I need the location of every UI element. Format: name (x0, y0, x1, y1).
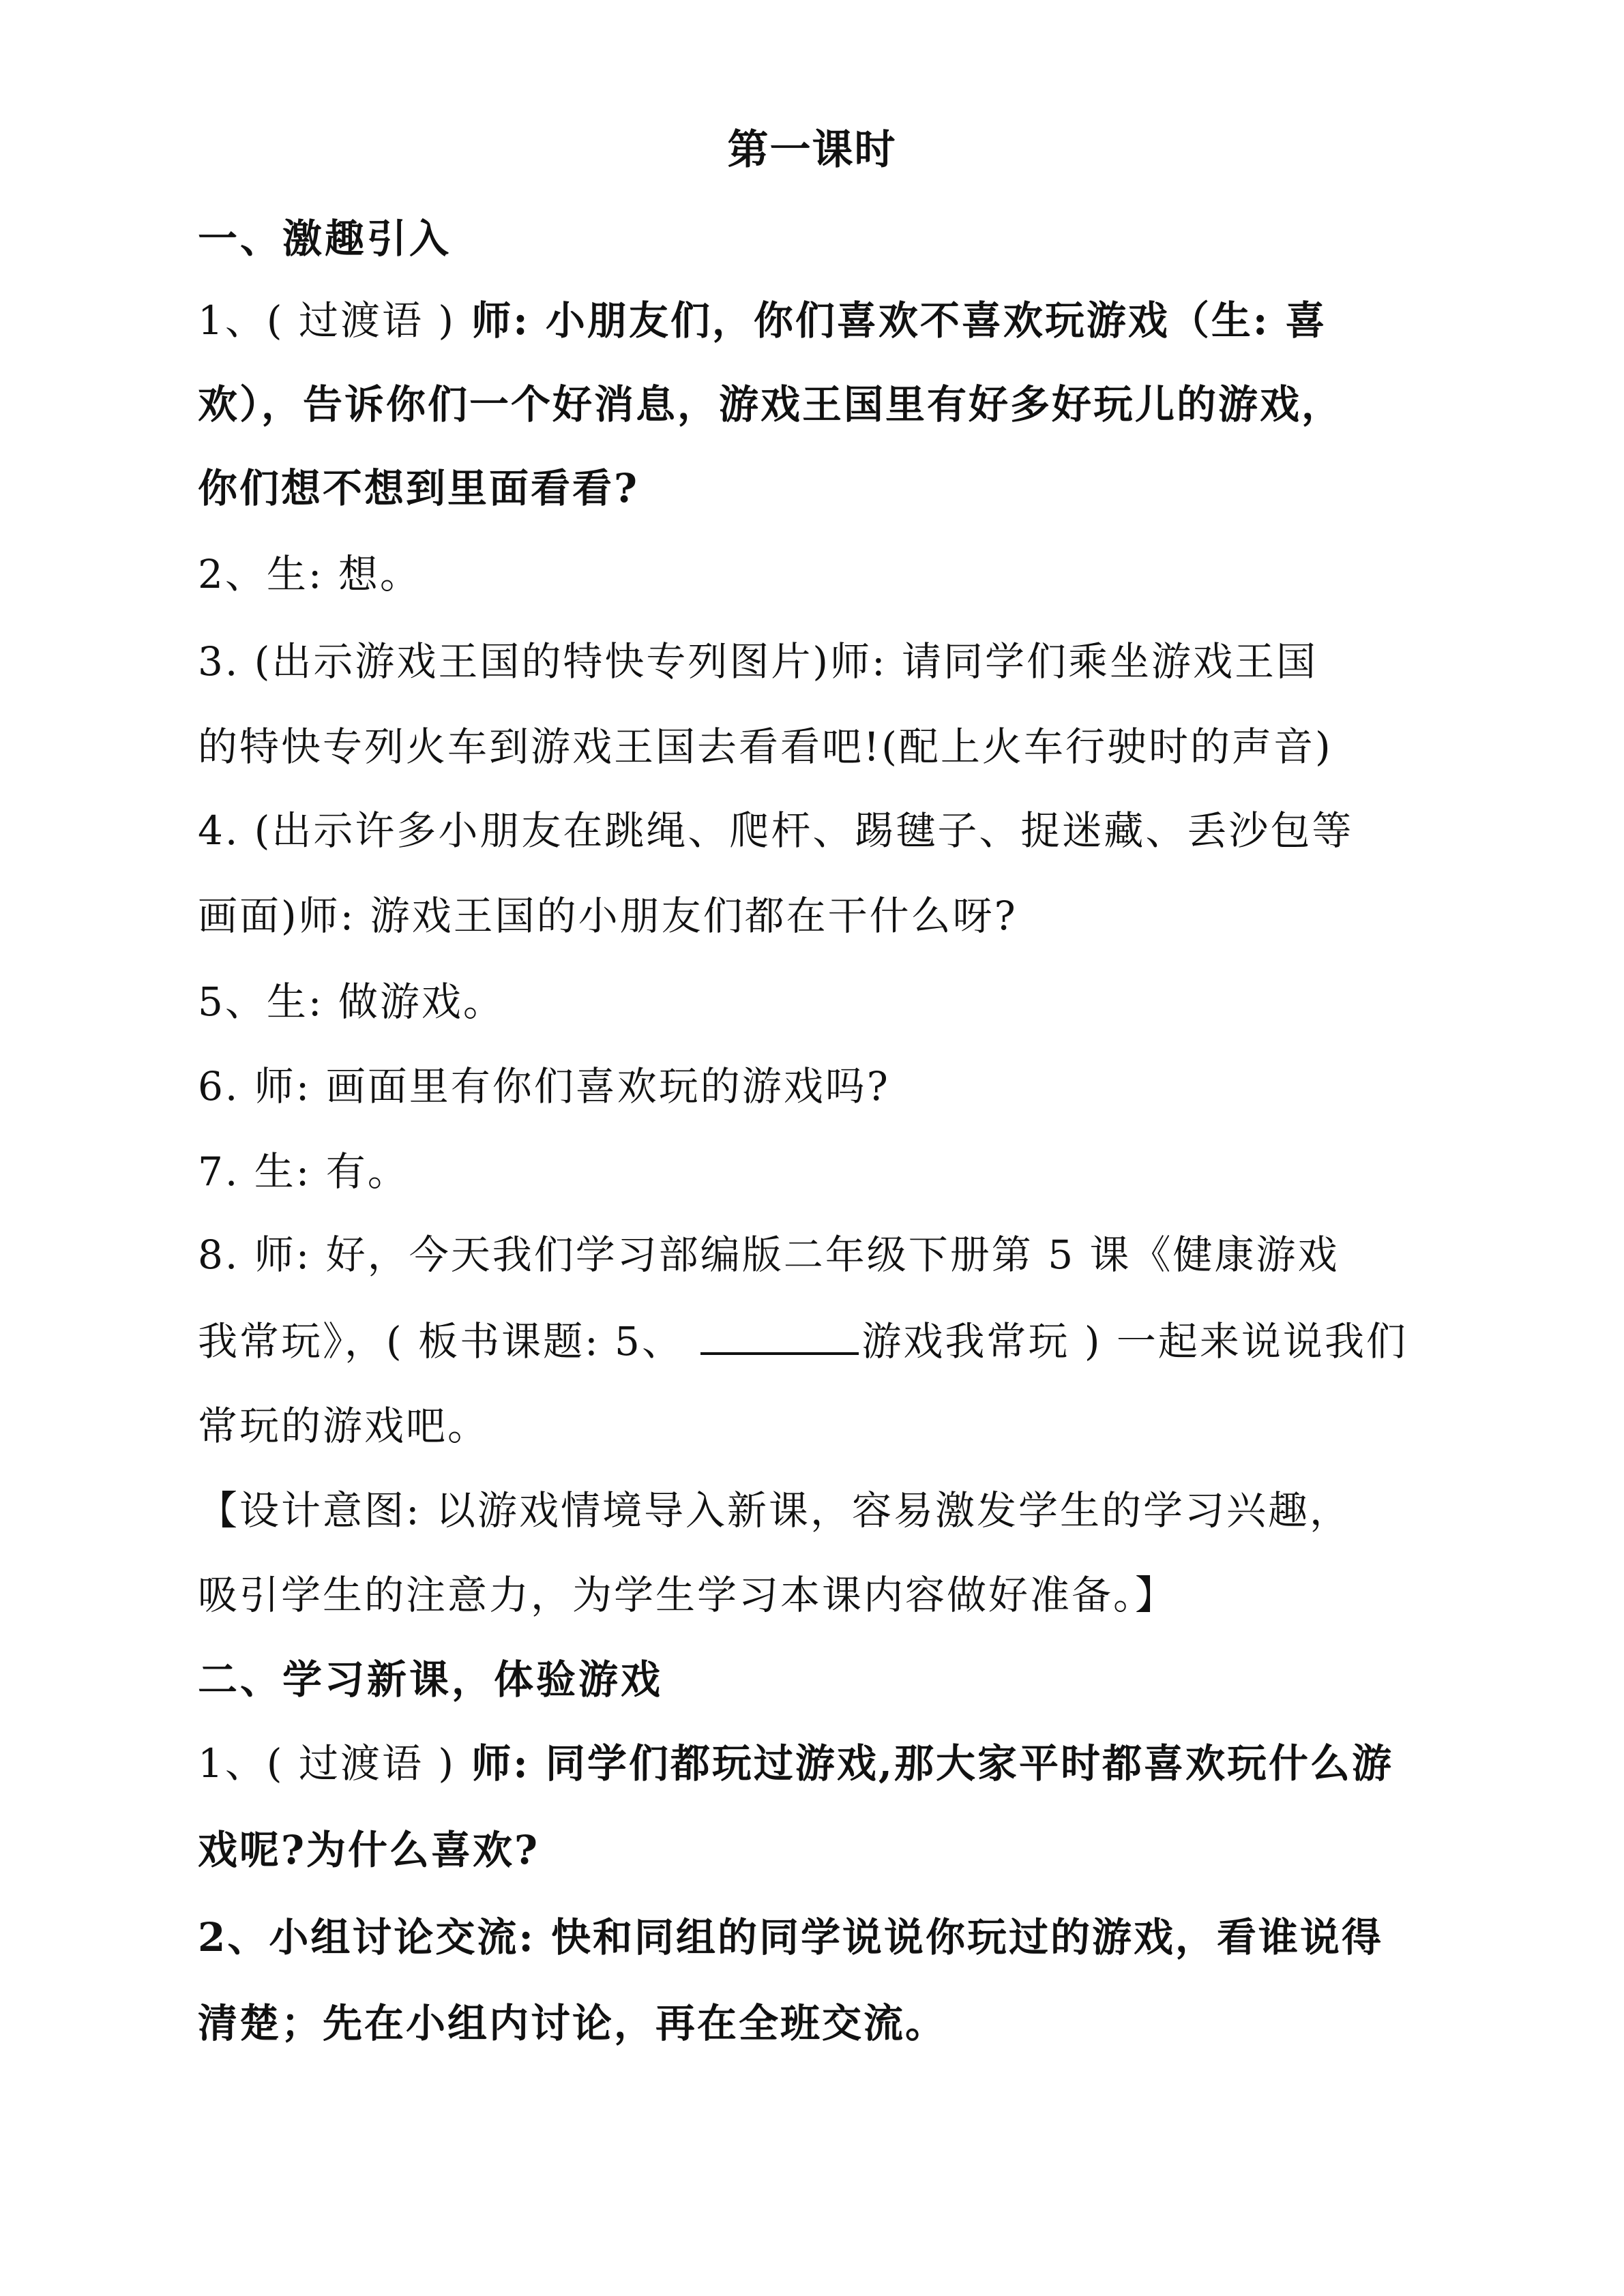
paragraph-line: 8. 师: 好，今天我们学习部编版二年级下册第 5 课《健康游戏 (198, 1232, 1340, 1278)
page-title: 第一课时 (727, 126, 897, 174)
design-intent-line: 吸引学生的注意力，为学生学习本课内容做好准备。】 (198, 1572, 1177, 1618)
lesson-title-text: 我常玩》，( 板书课题: 5、 (198, 1318, 698, 1365)
paragraph-line: 5、生: 做游戏。 (198, 979, 505, 1025)
paragraph-line: 戏呢?为什么喜欢? (198, 1827, 540, 1873)
paragraph-line (198, 290, 1426, 351)
paragraph-line: 清楚；先在小组内讨论，再在全班交流。 (198, 2000, 947, 2046)
paragraph-line: 的特快专列火车到游戏王国去看看吧!(配上火车行驶时的声音) (198, 724, 1333, 770)
paragraph-line: 6. 师: 画面里有你们喜欢玩的游戏吗? (198, 1063, 890, 1109)
transition-label: ( 过渡语 ) (266, 297, 456, 344)
paragraph-line (198, 1311, 1426, 1372)
item-number: 1、 (198, 297, 267, 344)
paragraph-line: 你们想不想到里面看看? (198, 465, 639, 511)
paragraph-line: 欢），告诉你们一个好消息，游戏王国里有好多好玩儿的游戏， (198, 381, 1344, 428)
teacher-line: 师: 小朋友们，你们喜欢不喜欢玩游戏（生: 喜 (456, 297, 1327, 344)
paragraph-line: 7. 生: 有。 (198, 1148, 409, 1195)
transition-label: ( 过渡语 ) (266, 1740, 456, 1787)
paragraph-line (198, 1733, 1426, 1794)
paragraph-line: 常玩的游戏吧。 (198, 1403, 490, 1449)
lesson-title-text: 游戏我常玩 ) 一起来说说我们 (861, 1318, 1408, 1365)
design-intent-line: 【设计意图: 以游戏情境导入新课，容易激发学生的学习兴趣， (198, 1487, 1351, 1534)
item-number: 1、 (198, 1740, 267, 1787)
paragraph-line: 4. (出示许多小朋友在跳绳、爬杆、踢毽子、捉迷藏、丢沙包等 (198, 807, 1354, 854)
section-heading-intro: 一、激趣引入 (198, 215, 452, 262)
paragraph-line: 2、生: 想。 (198, 551, 422, 597)
paragraph-line: 3. (出示游戏王国的特快专列图片)师: 请同学们乘坐游戏王国 (198, 638, 1318, 685)
fill-in-blank (700, 1313, 859, 1355)
teacher-line: 师: 同学们都玩过游戏,那大家平时都喜欢玩什么游 (456, 1740, 1394, 1787)
paragraph-line: 画面)师: 游戏王国的小朋友们都在干什么呀? (198, 893, 1018, 939)
paragraph-line: 2、小组讨论交流: 快和同组的同学说说你玩过的游戏，看谁说得 (198, 1914, 1383, 1960)
section-heading-new-lesson: 二、学习新课，体验游戏 (198, 1656, 664, 1703)
